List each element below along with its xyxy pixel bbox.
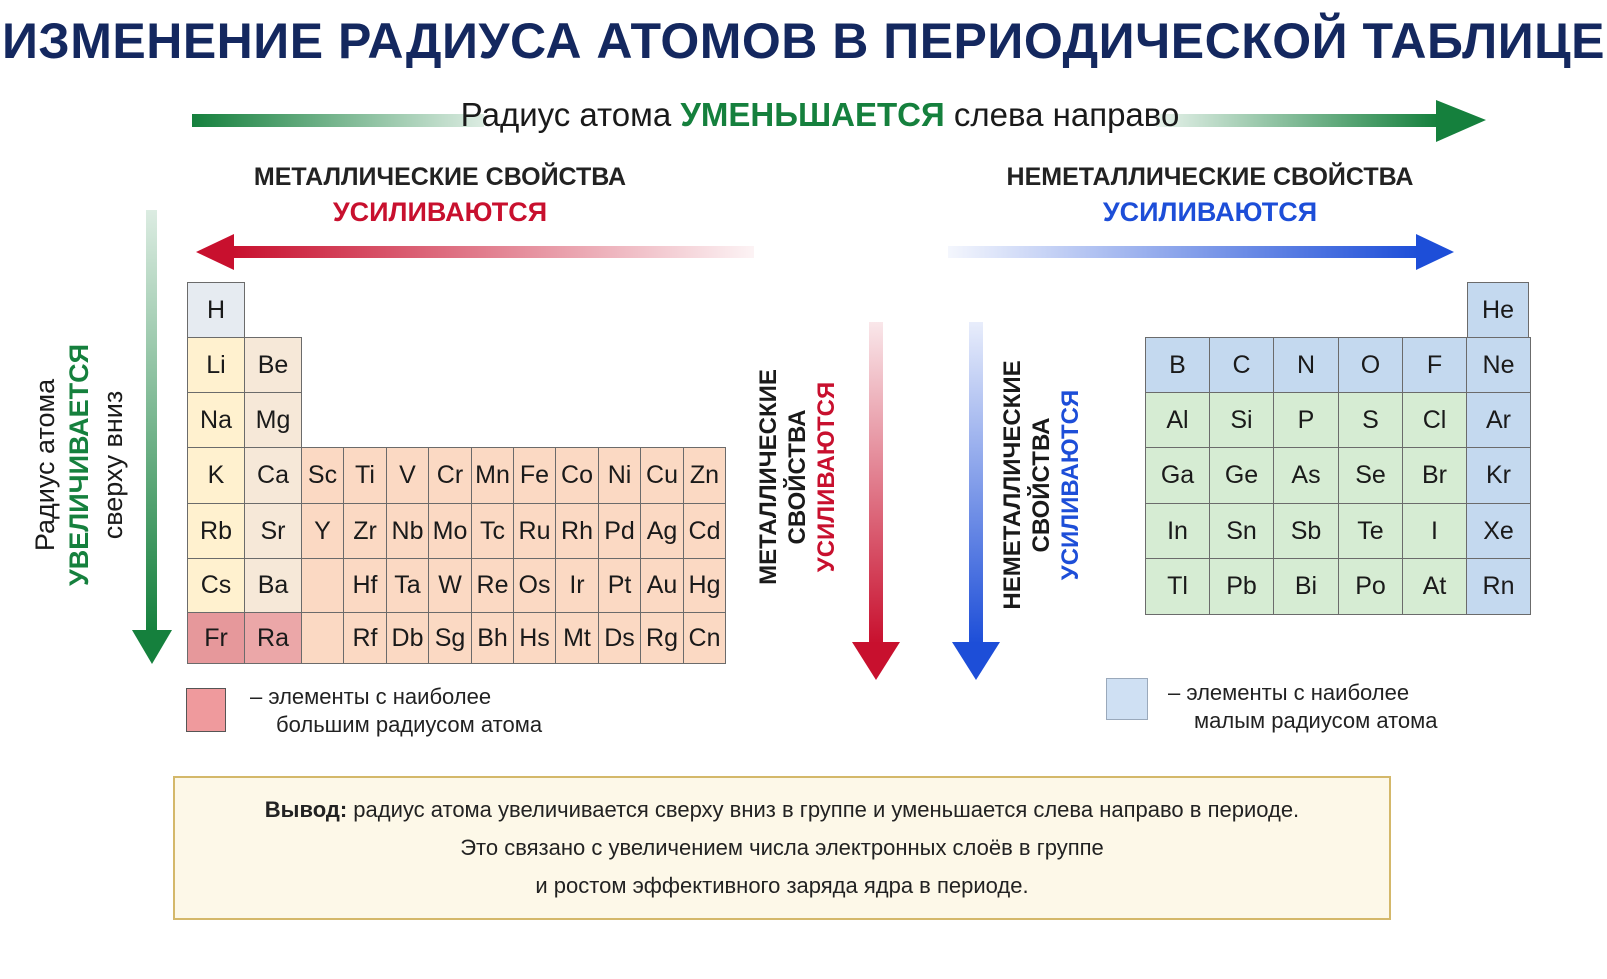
left-vertical-caption: [28, 330, 130, 600]
element-cell-rf: Rf: [343, 612, 387, 664]
element-cell-h: H: [187, 282, 245, 338]
element-cell-c: C: [1209, 337, 1274, 393]
metallic-arrow-left-icon: [196, 232, 756, 276]
element-cell-cs: Cs: [187, 558, 245, 613]
element-cell-ba: Ba: [244, 558, 302, 613]
element-cell-ir: Ir: [555, 558, 599, 613]
conclusion-text1: радиус атома увеличивается сверху вниз в группе и уменьшается слева направо в периоде.: [353, 797, 1300, 822]
nonmetallic-heading: [980, 160, 1440, 230]
legend-large-swatch: [186, 688, 226, 732]
conclusion-line3: и ростом эффективного заряда ядра в периоде.: [535, 873, 1029, 898]
element-cell-f: F: [1402, 337, 1467, 393]
legend-small-line2: малым радиусом атома: [1194, 708, 1438, 733]
element-cell-os: Os: [513, 558, 556, 613]
element-cell-ta: Ta: [386, 558, 429, 613]
middle-red-arrow-down-icon: [852, 322, 902, 682]
element-cell-mo: Mo: [428, 503, 472, 559]
element-cell-zr: Zr: [343, 503, 387, 559]
middle-blue-arrow-down-icon: [952, 322, 1002, 682]
element-cell-o: O: [1338, 337, 1403, 393]
element-cell-cu: Cu: [640, 447, 684, 504]
element-cell-as: As: [1273, 447, 1339, 504]
element-cell-ag: Ag: [640, 503, 684, 559]
caption-text-emphasis: УМЕНЬШАЕТСЯ: [680, 96, 945, 133]
element-cell-cl: Cl: [1402, 392, 1467, 448]
element-cell-sc: Sc: [301, 447, 344, 504]
element-cell-ar: Ar: [1466, 392, 1531, 448]
element-cell-ra: Ra: [244, 612, 302, 664]
element-cell-pd: Pd: [598, 503, 641, 559]
caption-text-before: Радиус атома: [460, 96, 672, 133]
element-cell-li: Li: [187, 337, 245, 393]
middle-nonmetallic-caption: [998, 340, 1085, 630]
element-cell-ni: Ni: [598, 447, 641, 504]
element-cell-i: I: [1402, 503, 1467, 559]
element-cell-se: Se: [1338, 447, 1403, 504]
legend-large-line2: большим радиусом атома: [276, 712, 543, 737]
element-cell-sr: Sr: [244, 503, 302, 559]
page-title: ИЗМЕНЕНИЕ РАДИУСА АТОМОВ В ПЕРИОДИЧЕСКОЙ ТАБЛИЦЕ: [1, 13, 1606, 69]
element-cell-hg: Hg: [683, 558, 726, 613]
element-cell-rb: Rb: [187, 503, 245, 559]
element-cell-na: Na: [187, 392, 245, 448]
element-cell-w: W: [428, 558, 472, 613]
element-cell-mt: Mt: [555, 612, 599, 664]
mid-metal-line1: МЕТАЛЛИЧЕСКИЕ: [755, 369, 782, 585]
element-cell-mg: Mg: [244, 392, 302, 448]
element-cell-xe: Xe: [1466, 503, 1531, 559]
element-cell-v: V: [386, 447, 429, 504]
element-cell-be: Be: [244, 337, 302, 393]
element-cell-mn: Mn: [471, 447, 514, 504]
element-cell-kr: Kr: [1466, 447, 1531, 504]
element-cell-sb: Sb: [1273, 503, 1339, 559]
element-cell-sg: Sg: [428, 612, 472, 664]
element-cell-pb: Pb: [1209, 558, 1274, 615]
element-cell-ti: Ti: [343, 447, 387, 504]
nonmetallic-heading-line1: НЕМЕТАЛЛИЧЕСКИЕ СВОЙСТВА: [1006, 163, 1414, 191]
element-cell-rg: Rg: [640, 612, 684, 664]
element-cell-ds: Ds: [598, 612, 641, 664]
element-cell-ge: Ge: [1209, 447, 1274, 504]
mid-nonmetal-line2: СВОЙСТВА: [1028, 417, 1055, 553]
element-cell-b: B: [1145, 337, 1210, 393]
element-cell-k: K: [187, 447, 245, 504]
caption-text-after: слева направо: [953, 96, 1180, 133]
conclusion-line2: Это связано с увеличением числа электронных слоёв в группе: [460, 835, 1104, 860]
metallic-heading-line1: МЕТАЛЛИЧЕСКИЕ СВОЙСТВА: [253, 163, 627, 191]
left-vertical-line3: сверху вниз: [98, 390, 128, 540]
mid-metal-line3: УСИЛИВАЮТСЯ: [813, 381, 840, 573]
element-cell-br: Br: [1402, 447, 1467, 504]
element-cell-cd: Cd: [683, 503, 726, 559]
element-cell-ga: Ga: [1145, 447, 1210, 504]
element-cell-au: Au: [640, 558, 684, 613]
element-cell-cn: Cn: [683, 612, 726, 664]
element-cell-s: S: [1338, 392, 1403, 448]
element-cell-hs: Hs: [513, 612, 556, 664]
conclusion-line1: [175, 791, 1389, 829]
element-cell-in: In: [1145, 503, 1210, 559]
element-cell-tc: Tc: [471, 503, 514, 559]
element-cell-re: Re: [471, 558, 514, 613]
nonmetallic-arrow-right-icon: [948, 232, 1458, 276]
empty-cell: [301, 612, 344, 664]
element-cell-nb: Nb: [386, 503, 429, 559]
element-cell-db: Db: [386, 612, 429, 664]
element-cell-at: At: [1402, 558, 1467, 615]
element-cell-bh: Bh: [471, 612, 514, 664]
conclusion-box: [173, 776, 1391, 920]
legend-large-text: [250, 683, 542, 739]
element-cell-sn: Sn: [1209, 503, 1274, 559]
element-cell-p: P: [1273, 392, 1339, 448]
element-cell-co: Co: [555, 447, 599, 504]
element-cell-tl: Tl: [1145, 558, 1210, 615]
mid-nonmetal-line3: УСИЛИВАЮТСЯ: [1057, 389, 1084, 581]
mid-metal-line2: СВОЙСТВА: [784, 409, 811, 545]
element-cell-si: Si: [1209, 392, 1274, 448]
middle-metallic-caption: [754, 342, 841, 612]
empty-cell: [301, 558, 344, 613]
element-cell-ne: Ne: [1466, 337, 1531, 393]
element-cell-hf: Hf: [343, 558, 387, 613]
mid-nonmetal-line1: НЕМЕТАЛЛИЧЕСКИЕ: [999, 360, 1026, 610]
element-cell-n: N: [1273, 337, 1339, 393]
element-cell-pt: Pt: [598, 558, 641, 613]
left-arrow-down-icon: [130, 210, 174, 666]
element-cell-y: Y: [301, 503, 344, 559]
left-vertical-line2: УВЕЛИЧИВАЕТСЯ: [64, 343, 94, 587]
element-cell-ru: Ru: [513, 503, 556, 559]
element-cell-po: Po: [1338, 558, 1403, 615]
legend-large-line1: – элементы с наиболее: [250, 684, 492, 709]
left-vertical-line1: Радиус атома: [30, 378, 60, 552]
legend-small-text: [1168, 679, 1438, 735]
conclusion-label: Вывод:: [264, 797, 348, 822]
top-arrow-caption: [420, 96, 1220, 134]
element-cell-ca: Ca: [244, 447, 302, 504]
element-cell-te: Te: [1338, 503, 1403, 559]
element-cell-fr: Fr: [187, 612, 245, 664]
element-cell-he: He: [1467, 282, 1529, 338]
legend-small-line1: – элементы с наиболее: [1168, 680, 1410, 705]
element-cell-al: Al: [1145, 392, 1210, 448]
element-cell-zn: Zn: [683, 447, 726, 504]
element-cell-cr: Cr: [428, 447, 472, 504]
metallic-heading-line2: УСИЛИВАЮТСЯ: [332, 197, 548, 227]
legend-small-swatch: [1106, 678, 1148, 720]
element-cell-fe: Fe: [513, 447, 556, 504]
nonmetallic-heading-line2: УСИЛИВАЮТСЯ: [1102, 197, 1318, 227]
element-cell-rn: Rn: [1466, 558, 1531, 615]
metallic-heading: [200, 160, 680, 230]
element-cell-rh: Rh: [555, 503, 599, 559]
element-cell-bi: Bi: [1273, 558, 1339, 615]
